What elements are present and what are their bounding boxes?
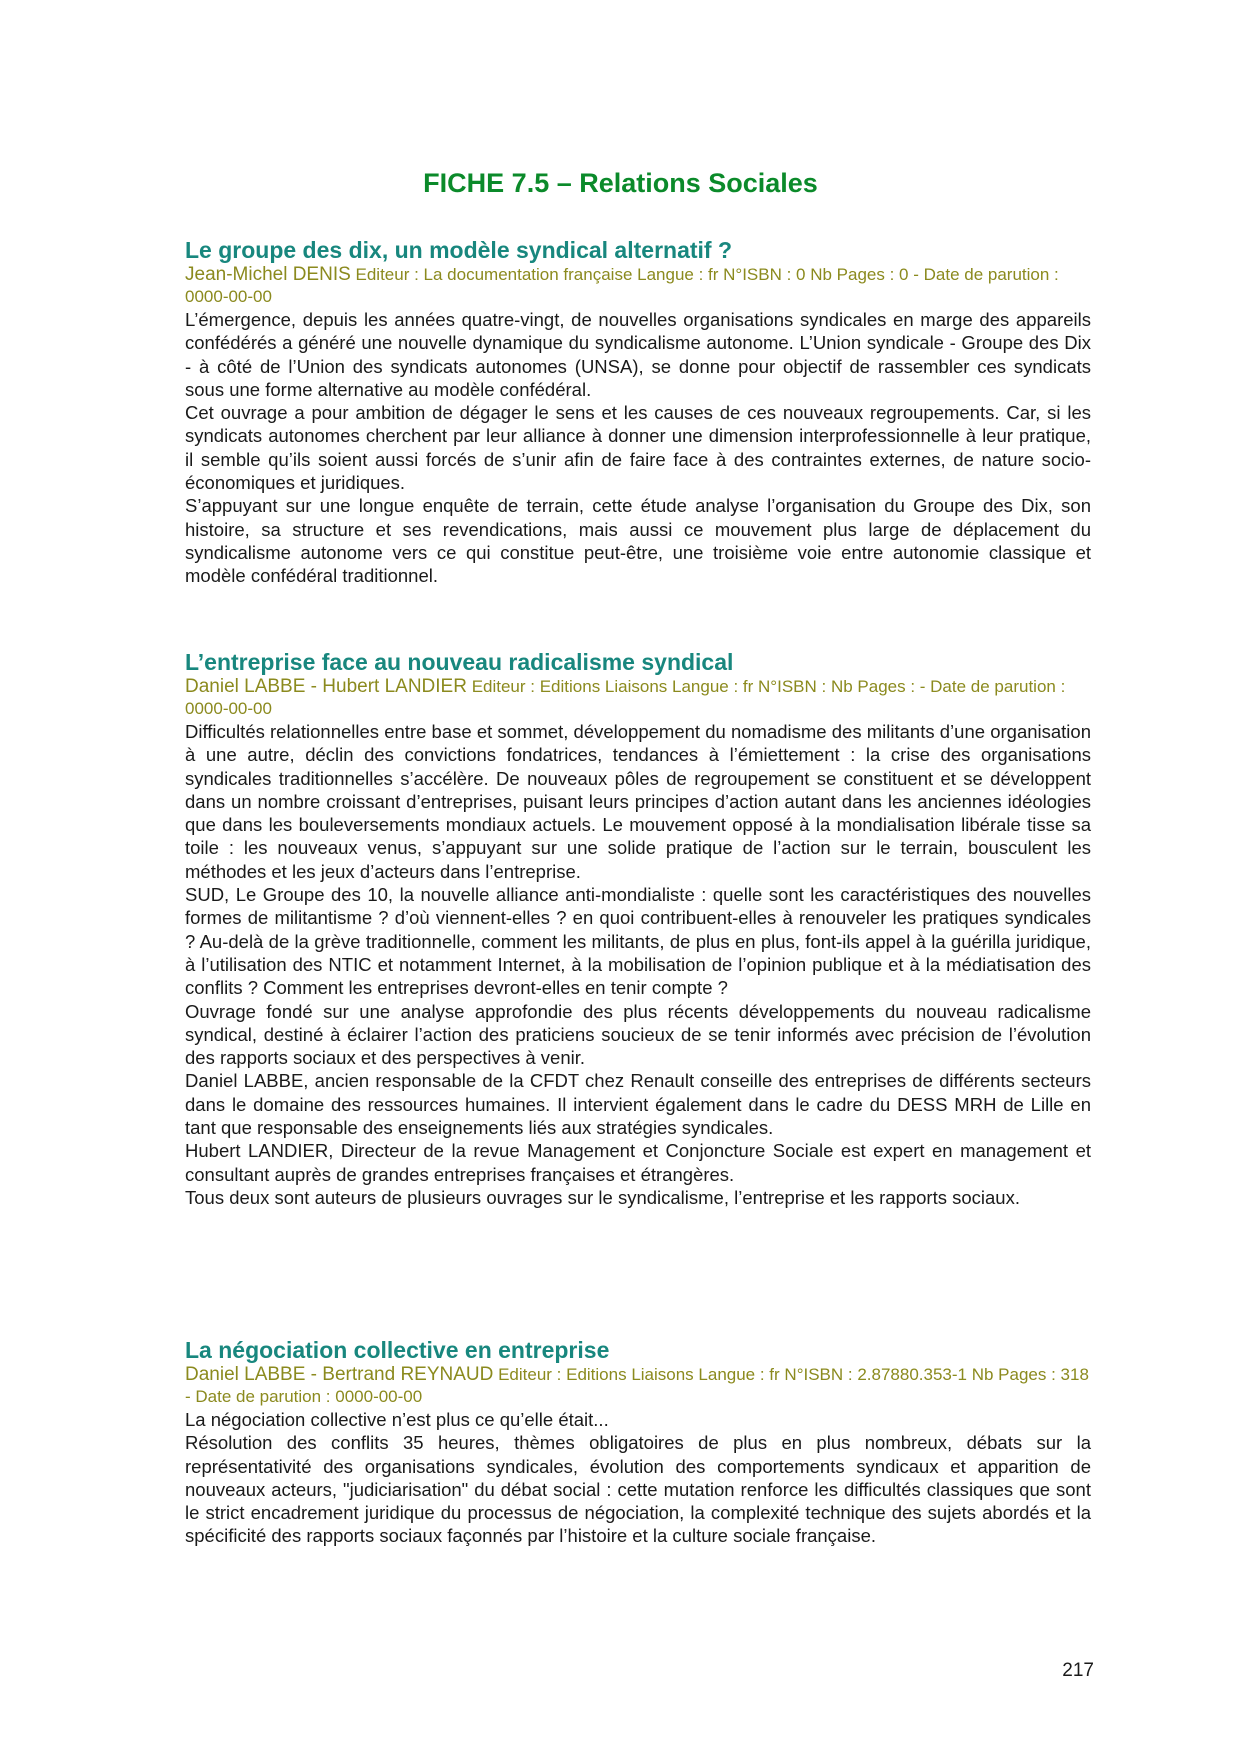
book-entry: [185, 236, 1091, 588]
book-meta: [185, 676, 1091, 720]
book-authors: Daniel LABBE - Bertrand REYNAUD: [185, 1364, 494, 1385]
book-title: La négociation collective en entreprise: [185, 1337, 610, 1363]
book-paragraph: La négociation collective n’est plus ce qu’elle était...: [185, 1409, 609, 1430]
book-title: L’entreprise face au nouveau radicalisme syndical: [185, 649, 734, 675]
book-details: Editeur : Editions Liaisons Langue : fr N°ISBN : Nb Pages : - Date de parution : 0000-00-00: [185, 677, 1066, 718]
book-paragraph: Résolution des conflits 35 heures, thèmes obligatoires de plus en plus nombreux, débats sur la représentativité des organisations syndicales, évolution des comportements syndicaux et apparition de nouveaux acteurs, "judiciarisation" du débat social : cette mutation renforce les difficultés classiques que sont le strict encadrement juridique du processus de négociation, la complexité technique des sujets abordés et la spécificité des rapports sociaux façonnés par l’histoire et la culture sociale française.: [185, 1432, 1091, 1547]
book-paragraph: Daniel LABBE, ancien responsable de la CFDT chez Renault conseille des entreprises de différents secteurs dans le domaine des ressources humaines. Il intervient également dans le cadre du DESS MRH de Lille en tant que responsable des enseignements liés aux stratégies syndicales.: [185, 1070, 1091, 1139]
book-paragraph: L’émergence, depuis les années quatre-vingt, de nouvelles organisations syndicales en marge des appareils confédérés a généré une nouvelle dynamique du syndicalisme autonome. L’Union syndicale - Groupe des Dix - à côté de l’Union des syndicats autonomes (UNSA), se donne pour objectif de rassembler ces syndicats sous une forme alternative au modèle confédéral.: [185, 309, 1091, 400]
book-paragraph: Cet ouvrage a pour ambition de dégager le sens et les causes de ces nouveaux regroupements. Car, si les syndicats autonomes cherchent par leur alliance à donner une dimension interprofessionnelle à leur pratique, il semble qu’ils soient aussi forcés de s’unir afin de faire face à des contraintes externes, de nature socio-économiques et juridiques.: [185, 402, 1091, 494]
book-details: Editeur : La documentation française Langue : fr N°ISBN : 0 Nb Pages : 0 - Date de parution : 0000-00-00: [185, 265, 1059, 306]
book-entry: [185, 1336, 1091, 1548]
book-details: Editeur : Editions Liaisons Langue : fr N°ISBN : 2.87880.353-1 Nb Pages : 318 - Date de parution : 0000-00-00: [185, 1365, 1089, 1406]
book-paragraph: Difficultés relationnelles entre base et sommet, développement du nomadisme des militants d’une organisation à une autre, déclin des convictions fondatrices, tendances à l’émiettement : la crise des organisations syndicales traditionnelles s’accélère. De nouveaux pôles de regroupement se constituent et se développent dans un nombre croissant d’entreprises, puisant leurs principes d’action autant dans les anciennes idéologies que dans les bouleversements mondiaux actuels. Le mouvement opposé à la mondialisation libérale tisse sa toile : les nouveaux venus, s’appuyant sur une solide pratique de l’action sur le terrain, bousculent les méthodes et les jeux d’acteurs dans l’entreprise.: [185, 721, 1091, 882]
page-title: FICHE 7.5 – Relations Sociales: [423, 168, 818, 198]
book-authors: Jean-Michel DENIS: [185, 264, 351, 285]
book-meta: [185, 1364, 1091, 1408]
book-authors: Daniel LABBE - Hubert LANDIER: [185, 676, 467, 697]
page-number: 217: [1062, 1660, 1094, 1681]
book-paragraph: Hubert LANDIER, Directeur de la revue Management et Conjoncture Sociale est expert en management et consultant auprès de grandes entreprises françaises et étrangères.: [185, 1140, 1091, 1185]
book-paragraph: SUD, Le Groupe des 10, la nouvelle alliance anti-mondialiste : quelle sont les caractéristiques des nouvelles formes de militantisme ? d’où viennent-elles ? en quoi contribuent-elles à renouveler les pratiques syndicales ? Au-delà de la grève traditionnelle, comment les militants, de plus en plus, font-ils appel à la guérilla juridique, à l’utilisation des NTIC et notamment Internet, à la mobilisation de l’opinion publique et à la médiatisation des conflits ? Comment les entreprises devront-elles en tenir compte ?: [185, 884, 1091, 999]
book-paragraph: S’appuyant sur une longue enquête de terrain, cette étude analyse l’organisation du Groupe des Dix, son histoire, sa structure et ses revendications, mais aussi ce mouvement plus large de déplacement du syndicalisme autonome vers ce qui constitue peut-être, une troisième voie entre autonomie classique et modèle confédéral traditionnel.: [185, 495, 1091, 587]
book-meta: [185, 264, 1091, 308]
book-paragraph: Ouvrage fondé sur une analyse approfondie des plus récents développements du nouveau radicalisme syndical, destiné à éclairer l’action des praticiens soucieux de se tenir informés avec précision de l’évolution des rapports sociaux et des perspectives à venir.: [185, 1000, 1091, 1069]
book-paragraph: Tous deux sont auteurs de plusieurs ouvrages sur le syndicalisme, l’entreprise et les rapports sociaux.: [185, 1186, 1020, 1208]
book-entry: [185, 648, 1091, 1209]
book-title: Le groupe des dix, un modèle syndical alternatif ?: [185, 237, 733, 263]
